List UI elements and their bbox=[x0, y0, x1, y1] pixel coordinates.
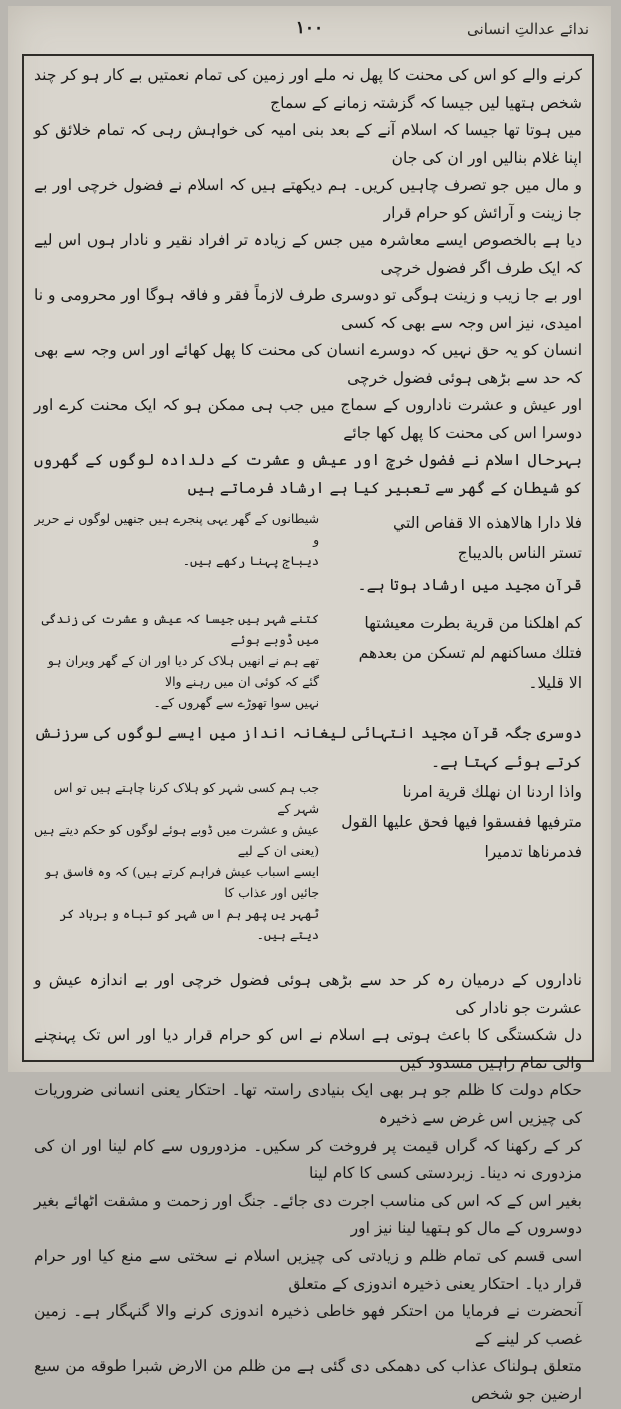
intro-line: و مال میں جو تصرف چاہیں کریں۔ ہم دیکھتے ہیں کہ اسلام نے فضول خرچی اور بے جا زینت و آرائش کو حرام قرار bbox=[34, 176, 582, 222]
arabic-verse bbox=[329, 777, 582, 867]
arabic-line: فتلك مساكنهم لم تسكن من بعدهم bbox=[358, 644, 582, 662]
translation-line: عیش و عشرت میں ڈوبے ہوئے لوگوں کو حکم دیتے ہیں (یعنی ان کے لیے bbox=[33, 822, 320, 858]
translation-line: تھے ہم نے انھیں ہلاک کر دیا اور ان کے گھر ویران ہو گئے کہ کوئی ان میں رہنے والا bbox=[47, 653, 320, 689]
closing-paragraph bbox=[34, 967, 582, 1409]
intro-line: انسان کو یہ حق نہیں کہ دوسرے انسان کی محنت کا پھل کھائے اور اس وجہ سے بھی کہ حد سے بڑھی ہوئی فضول خرچی bbox=[34, 341, 582, 387]
intro-line: اور عیش و عشرت ناداروں کے سماج میں جب ہی ممکن ہو کہ ایک محنت کرے اور دوسرا اس کی محنت کا پھل کھا جائے bbox=[34, 396, 582, 442]
closing-line: دل شکستگی کا باعث ہوتی ہے اسلام نے اس کو حرام قرار دیا اور اس تک پہنچنے والی تمام راہیں مسدود کیں bbox=[34, 1026, 582, 1072]
closing-line: متعلق ہولناک عذاب کی دھمکی دی گئی ہے من ظلم من الارض شبرا طوقه من سبع ارضين جو شخص bbox=[34, 1357, 582, 1403]
intro-paragraph bbox=[34, 62, 582, 502]
translation-line: دیباج پہنا رکھے ہیں۔ bbox=[182, 553, 320, 568]
closing-line: کر کے رکھنا کہ گراں قیمت پر فروخت کر سکیں۔ مزدوروں سے کام لینا اور ان کی مزدوری نہ دینا۔ زبردستی کسی کا کام لینا bbox=[34, 1136, 582, 1183]
translation-line: شیطانوں کے گھر یہی پنجرے ہیں جنھیں لوگوں نے حریر و bbox=[34, 511, 320, 547]
arabic-verse bbox=[329, 608, 582, 698]
translation-line: ٹھہر یں پھر ہم اس شہر کو تباہ و برباد کر دیتے ہیں۔ bbox=[59, 906, 320, 942]
translation-line: ایسے اسباب عیش فراہم کرتے ہیں) کہ وہ فاسق ہو جائیں اور عذاب کا bbox=[45, 864, 320, 900]
arabic-line: فدمرناها تدميرا bbox=[484, 843, 582, 861]
arabic-line: مترفيها ففسقوا فيها فحق عليها القول bbox=[341, 813, 582, 831]
intro-line: بہرحال اسلام نے فضول خرچ اور عیش و عشرت کے دلدادہ لوگوں کے گھروں کو شیطان کے گھر سے تعبیر کیا ہے ارشاد فرماتے ہیں bbox=[34, 451, 582, 497]
page-content bbox=[33, 62, 582, 1403]
quote-block-2 bbox=[34, 608, 582, 713]
page-header bbox=[8, 14, 611, 50]
arabic-line: واذا اردنا ان نهلك قرية امرنا bbox=[402, 783, 582, 801]
quote-block-1 bbox=[34, 508, 582, 571]
intro-line: میں ہوتا تھا جیسا کہ اسلام آنے کے بعد بنی امیہ کی خواہش رہی کہ تمام خلائق کو اپنا غلام بنالیں اور ان کی جان bbox=[34, 121, 582, 167]
closing-line: اسی قسم کی تمام ظلم و زیادتی کی چیزیں اسلام نے سختی سے منع کیا اور حرام قرار دیا۔ احتکار یعنی ذخیرہ اندوزی کے متعلق bbox=[34, 1246, 582, 1293]
arabic-line: تستر الناس بالديباج bbox=[457, 544, 582, 562]
page-number: ۱۰۰ bbox=[295, 18, 324, 38]
urdu-translation bbox=[34, 508, 319, 571]
arabic-line: فلا دارا هالاهذه الا قفاص التي bbox=[393, 514, 582, 532]
intro-line: دیا ہے بالخصوص ایسے معاشرہ میں جس کے زیادہ تر افراد نقیر و نادار ہوں اس لیے کہ ایک طرف اگر فضول خرچی bbox=[34, 231, 582, 277]
closing-line: حکام دولت کا ظلم جو ہر بھی ایک بنیادی راستہ تھا۔ احتکار یعنی انسانی ضروریات کی چیزیں اس غرض سے ذخیرہ bbox=[34, 1081, 582, 1127]
book-page bbox=[8, 6, 611, 1403]
intro-line: اور بے جا زیب و زینت ہوگی تو دوسری طرف لازماً فقر و فاقہ ہوگا اور محرومی و نا امیدی، نیز اس وجہ سے بھی کہ کسی bbox=[34, 286, 582, 332]
quote-block-3 bbox=[34, 777, 582, 945]
arabic-quote bbox=[329, 508, 582, 568]
running-title: ندائے عدالتِ انسانی bbox=[467, 20, 589, 38]
arabic-line: كم اهلكنا من قرية بطرت معيشتها bbox=[364, 614, 582, 632]
closing-line: ناداروں کے درمیان رہ کر حد سے بڑھی ہوئی فضول خرچی اور بے اندازہ عیش و عشرت جو نادار کی bbox=[34, 971, 582, 1017]
text-frame bbox=[22, 54, 594, 1403]
translation-line: کتنے شہر ہیں جیسا کہ عیش و عشرت کی زندگی میں ڈوبے ہوئے bbox=[41, 611, 320, 647]
closing-line: بغیر اس کے کہ اس کی مناسب اجرت دی جائے۔ جنگ اور زحمت و مشقت اٹھائے بغیر دوسروں کے مال کو ہتھیا لینا نیز اور bbox=[34, 1191, 582, 1238]
second-place-text: دوسری جگہ قرآن مجید انتہائی لیغانہ انداز میں ایسے لوگوں کی سرزنش کرتے ہوئے کہتا ہے۔ bbox=[34, 724, 582, 771]
urdu-translation bbox=[34, 608, 319, 713]
intro-line: کرنے والے کو اس کی محنت کا پھل نہ ملے اور زمین کی تمام نعمتیں بے کار ہو کر چند شخص ہتھیا لیں جیسا کہ گزشتہ زمانے کے سماج bbox=[34, 66, 582, 112]
urdu-translation bbox=[34, 777, 319, 945]
translation-line: جب ہم کسی شہر کو ہلاک کرنا چاہتے ہیں تو اس شہر کے bbox=[53, 780, 320, 816]
translation-line: نہیں سوا تھوڑے سے گھروں کے۔ bbox=[153, 695, 320, 710]
quran-intro: قرآن مجید میں ارشاد ہوتا ہے۔ bbox=[357, 576, 582, 594]
arabic-line: الا قليلا۔ bbox=[528, 674, 582, 692]
closing-line: آنحضرت نے فرمایا من احتکر فهو خاطی ذخیرہ اندوزی کرنے والا گنہگار ہے۔ زمین غصب کر لینے کے bbox=[34, 1302, 582, 1348]
